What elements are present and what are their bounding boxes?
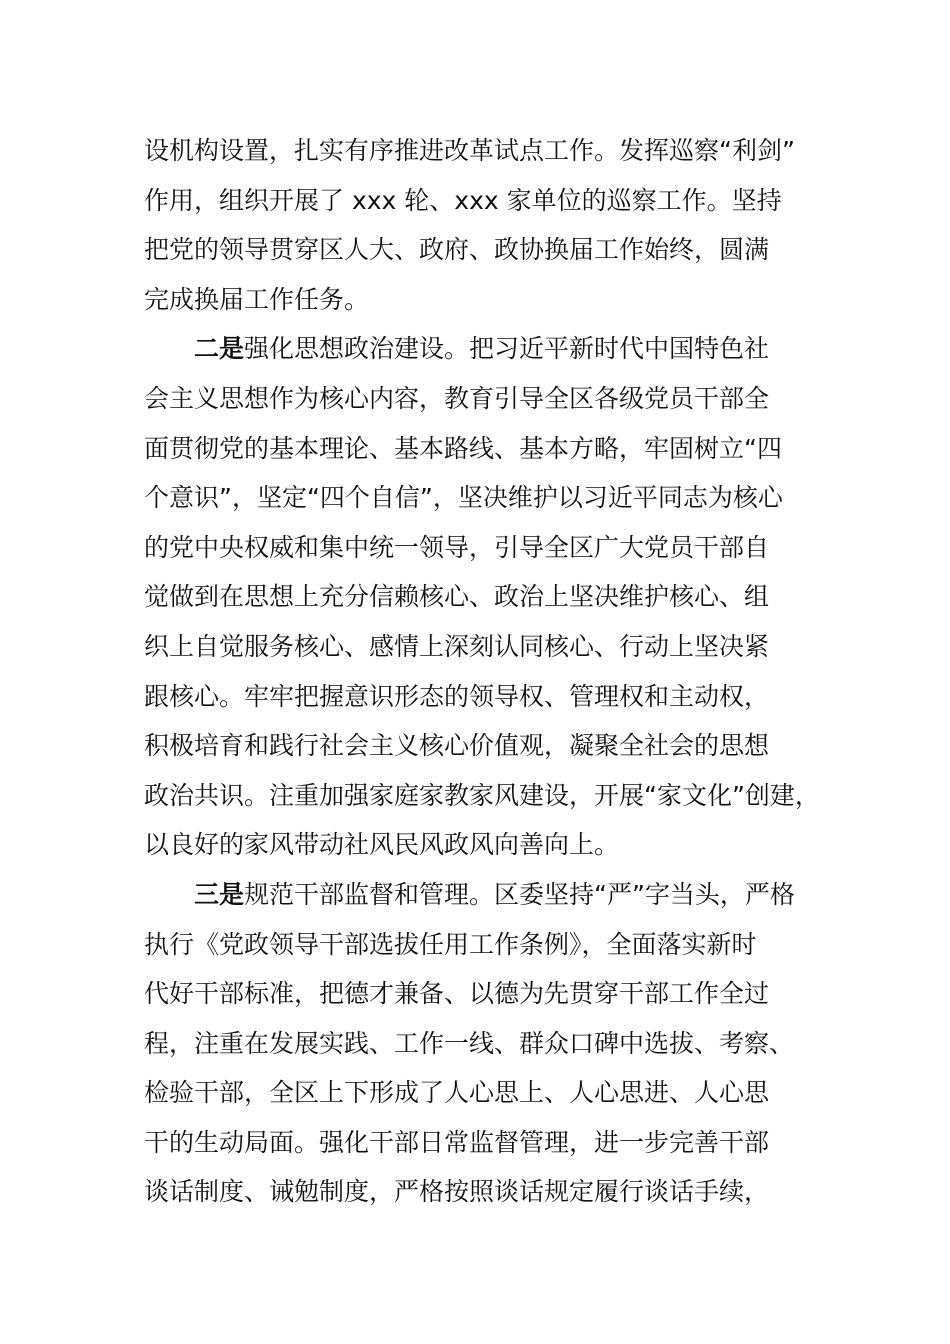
- paragraph-line-text: 强化思想政治建设。把习近平新时代中国特色社: [244, 334, 770, 364]
- paragraph-line: 以良好的家风带动社风民风政风向善向上。: [144, 830, 620, 860]
- paragraph-lead: 二是: [194, 334, 245, 364]
- paragraph-line: 检验干部，全区上下形成了人心思上、人心思进、人心思: [144, 1078, 770, 1108]
- paragraph-3: [144, 870, 834, 1217]
- paragraph-first-line: [144, 870, 834, 920]
- paragraph-lead: 三是: [194, 879, 245, 909]
- paragraph-line: 积极培育和践行社会主义核心价值观，凝聚全社会的思想: [144, 731, 770, 761]
- paragraph-line: 织上自觉服务核心、感情上深刻认同核心、行动上坚决紧: [144, 631, 770, 661]
- body-text: [144, 126, 834, 1217]
- paragraph-line: 把党的领导贯穿区人大、政府、政协换届工作始终，圆满: [144, 235, 770, 265]
- paragraph-line: 觉做到在思想上充分信赖核心、政治上坚决维护核心、组: [144, 582, 770, 612]
- paragraph-line: 执行《党政领导干部选拔任用工作条例》，全面落实新时: [144, 929, 757, 959]
- paragraph-line: 会主义思想作为核心内容，教育引导全区各级党员干部全: [144, 383, 770, 413]
- paragraph-line: 个意识”，坚定“四个自信”，坚决维护以习近平同志为核心: [144, 483, 783, 513]
- paragraph-line: 代好干部标准，把德才兼备、以德为先贯穿干部工作全过: [144, 979, 770, 1009]
- paragraph-line: 程，注重在发展实践、工作一线、群众口碑中选拔、考察、: [144, 1028, 795, 1058]
- paragraph-line: 谈话制度、诫勉制度，严格按照谈话规定履行谈话手续，: [144, 1177, 770, 1207]
- paragraph-first-line: [144, 324, 834, 374]
- paragraph-2: [144, 324, 834, 870]
- paragraph-line: 完成换届工作任务。: [144, 284, 370, 314]
- paragraph-line: 跟核心。牢牢把握意识形态的领导权、管理权和主动权，: [144, 681, 770, 711]
- paragraph-line: 干的生动局面。强化干部日常监督管理，进一步完善干部: [144, 1127, 770, 1157]
- paragraph-line: 设机构设置，扎实有序推进改革试点工作。发挥巡察“利剑”: [144, 136, 795, 165]
- paragraph-line: 作用，组织开展了 xxx 轮、xxx 家单位的巡察工作。坚持: [144, 185, 782, 215]
- paragraph-line: 面贯彻党的基本理论、基本路线、基本方略，牢固树立“四: [144, 433, 782, 463]
- paragraph-line: 政治共识。注重加强家庭家教家风建设，开展“家文化”创建，: [144, 780, 820, 810]
- paragraph-line: 的党中央权威和集中统一领导，引导全区广大党员干部自: [144, 532, 770, 562]
- paragraph-1: [144, 126, 834, 324]
- paragraph-line-text: 规范干部监督和管理。区委坚持“严”字当头，严格: [244, 879, 795, 909]
